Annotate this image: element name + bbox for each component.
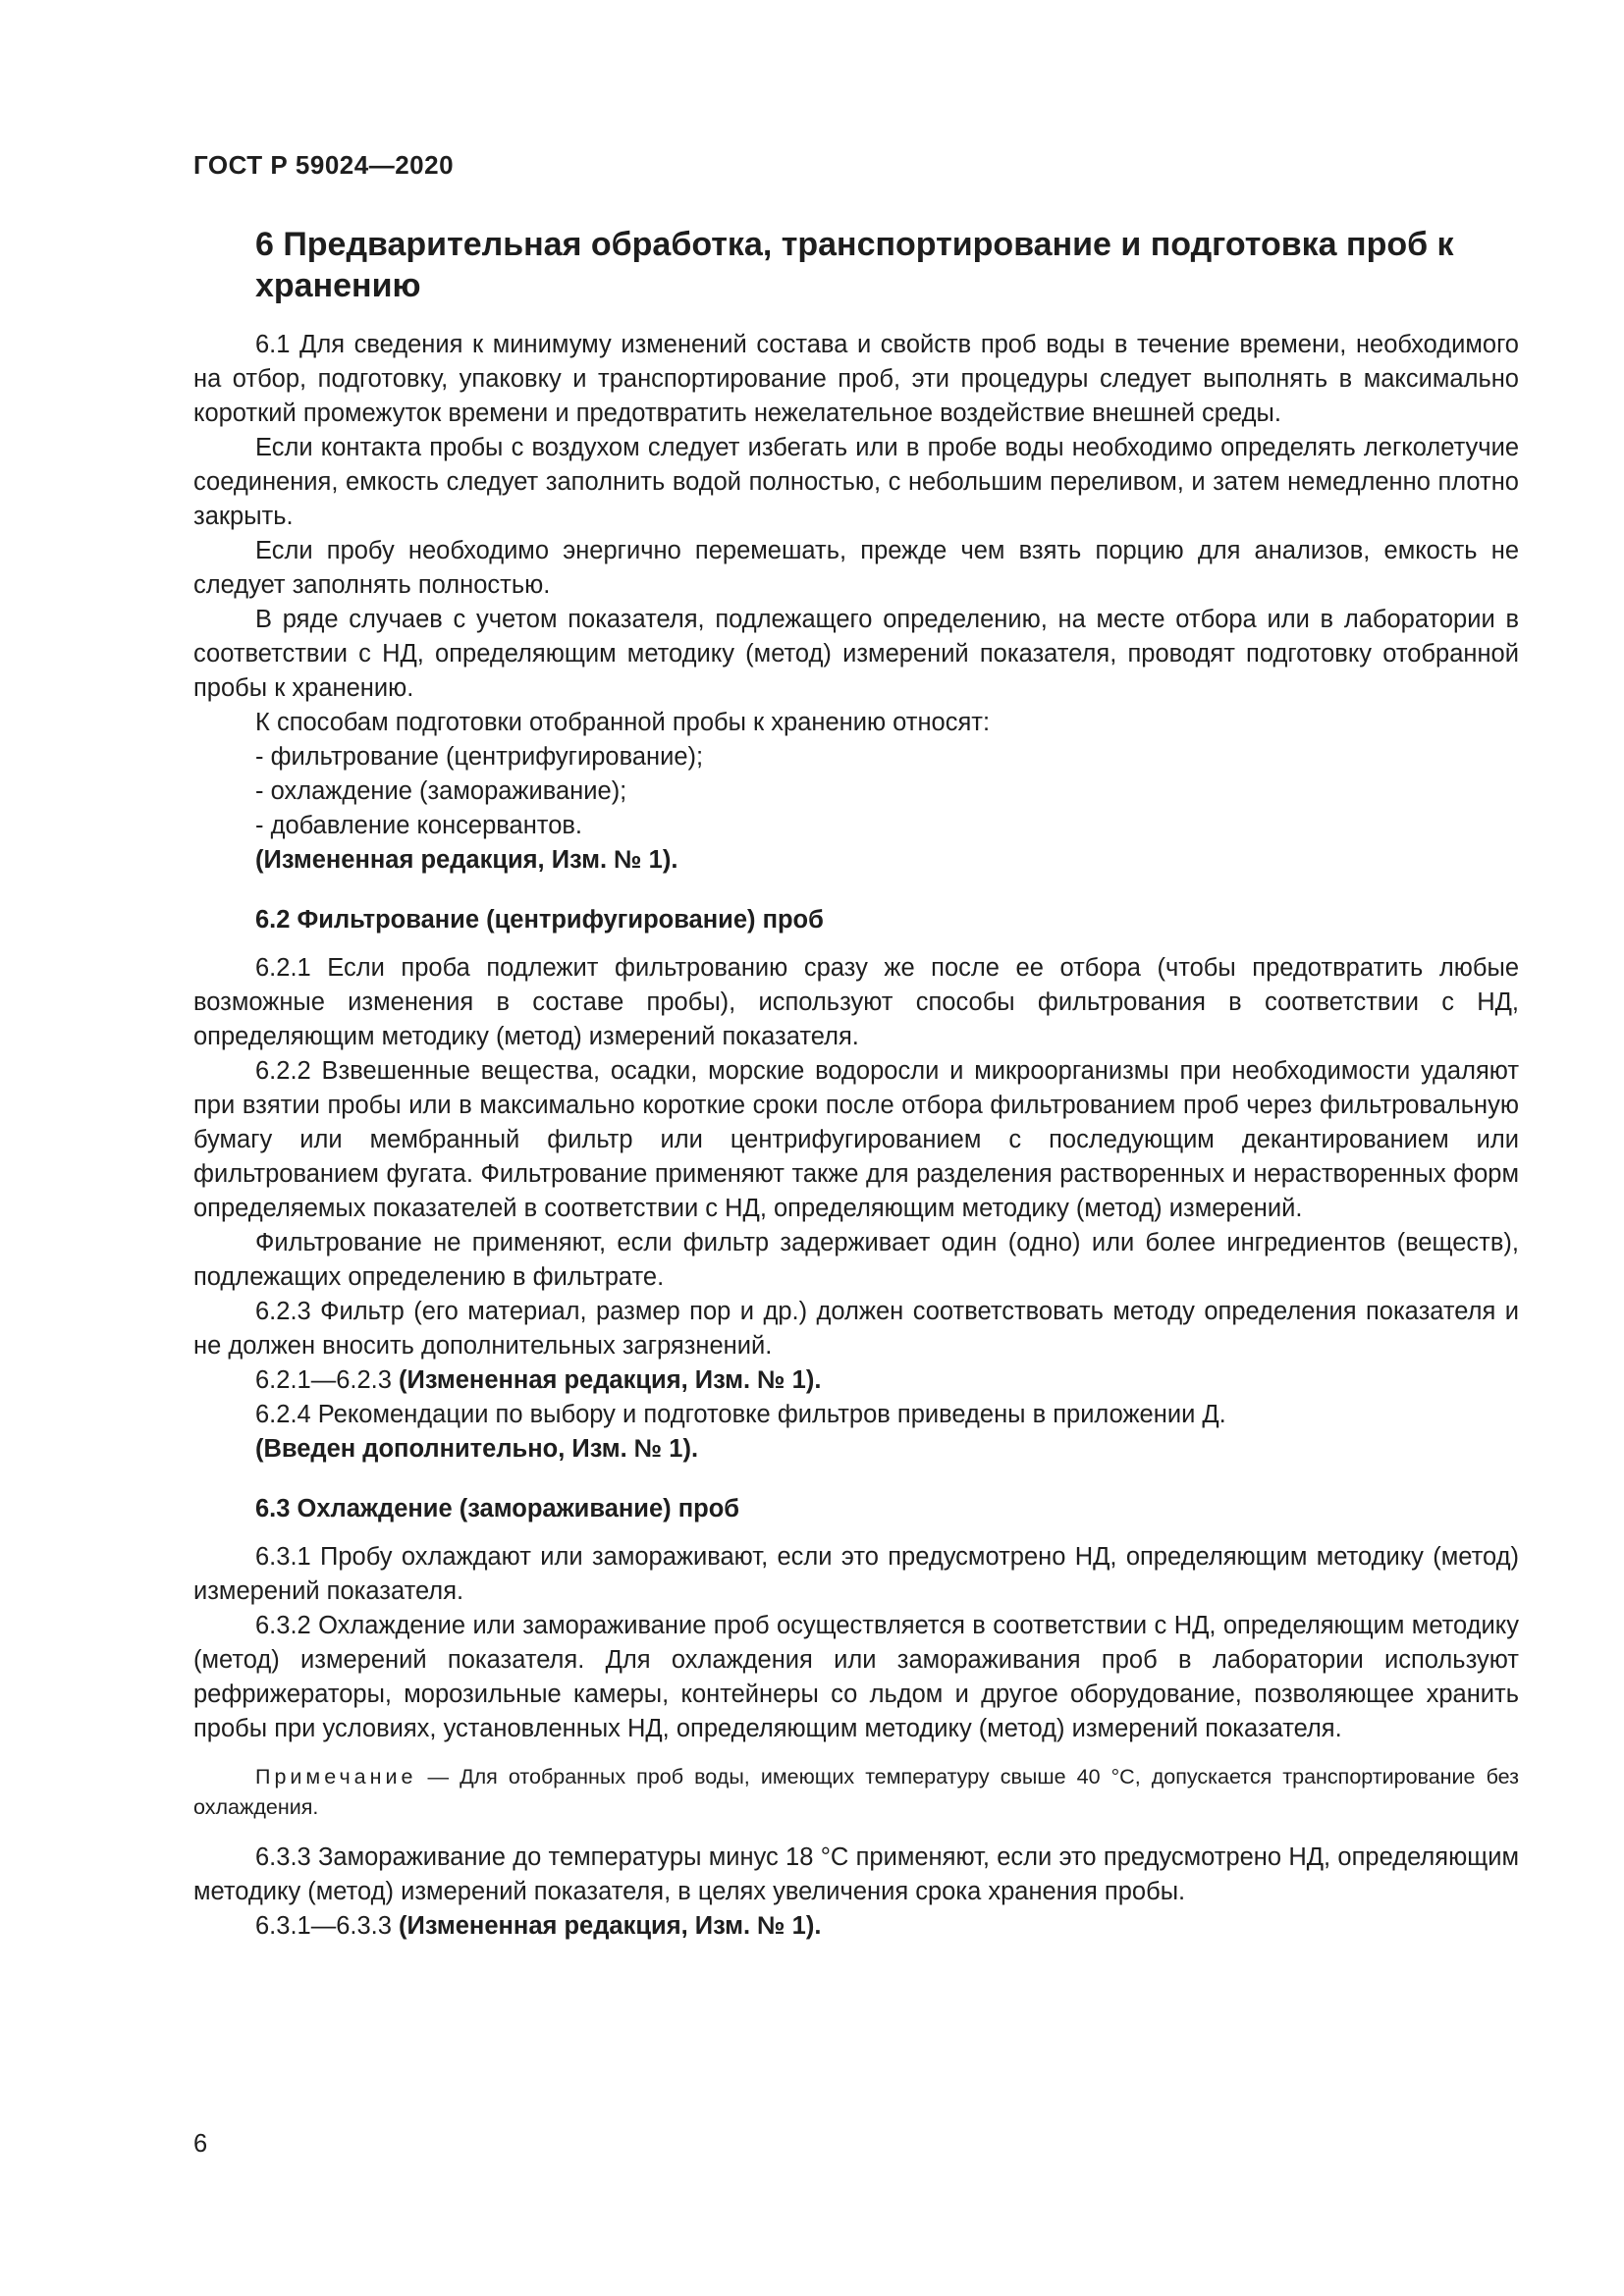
paragraph-6-2-3: 6.2.3 Фильтр (его материал, размер пор и др.) должен соответствовать методу определения показателя и не должен вносить дополнительных загрязнений. bbox=[193, 1298, 1519, 1360]
section-6-2-heading: 6.2 Фильтрование (центрифугирование) проб bbox=[255, 906, 824, 934]
amendment-note-6-3 bbox=[193, 1909, 1519, 1944]
note-label: Примечание bbox=[255, 1765, 417, 1789]
section-6-heading: 6 Предварительная обработка, транспортирование и подготовка проб к хранению bbox=[255, 226, 1454, 304]
amendment-text: (Измененная редакция, Изм. № 1). bbox=[255, 846, 678, 874]
section-6-3-heading: 6.3 Охлаждение (замораживание) проб bbox=[255, 1495, 740, 1522]
paragraph-6-2-2: 6.2.2 Взвешенные вещества, осадки, морские водоросли и микроорганизмы при необходимости удаляют при взятии пробы или в максимально короткие сроки после отбора фильтрованием проб через фильтровальную бумагу или мембранный фильтр или центрифугированием с последующим декантированием или фильтрованием фугата. Фильтрование применяют также для разделения растворенных и нерастворенных форм определяемых показателей в соответствии с НД, определяющим методику (метод) измерений. bbox=[193, 1057, 1519, 1222]
list-item: - охлаждение (замораживание); bbox=[255, 777, 627, 805]
paragraph-6-1-methods: К способам подготовки отобранной пробы к хранению относят: bbox=[255, 709, 991, 736]
note-text: — Для отобранных проб воды, имеющих температуру свыше 40 °С, допускается транспортирование без охлаждения. bbox=[193, 1765, 1519, 1819]
paragraph-6-2-4: 6.2.4 Рекомендации по выбору и подготовке фильтров приведены в приложении Д. bbox=[255, 1401, 1226, 1428]
page-number: 6 bbox=[193, 2130, 208, 2158]
amendment-text: (Введен дополнительно, Изм. № 1). bbox=[255, 1435, 699, 1463]
paragraph-6-3-3: 6.3.3 Замораживание до температуры минус 18 °С применяют, если это предусмотрено НД, определяющим методику (метод) измерений показателя, в целях увеличения срока хранения пробы. bbox=[193, 1843, 1519, 1905]
paragraph-6-1-mixing: Если пробу необходимо энергично перемешать, прежде чем взять порцию для анализов, емкость не следует заполнять полностью. bbox=[193, 537, 1519, 599]
paragraph-6-1-air: Если контакта пробы с воздухом следует избегать или в пробе воды необходимо определять легколетучие соединения, емкость следует заполнить водой полностью, с небольшим переливом, и затем немедленно плотно закрыть. bbox=[193, 434, 1519, 530]
paragraph-6-1-preparation: В ряде случаев с учетом показателя, подлежащего определению, на месте отбора или в лаборатории в соответствии с НД, определяющим методику (метод) измерений показателя, проводят подготовку отобранной пробы к хранению. bbox=[193, 606, 1519, 702]
paragraph-6-3-2: 6.3.2 Охлаждение или замораживание проб осуществляется в соответствии с НД, определяющим методику (метод) измерений показателя. Для охлаждения или замораживания проб в лаборатории используют рефрижераторы, морозильные камеры, контейнеры со льдом и другое оборудование, позволяющее хранить пробы при условиях, установленных НД, определяющим методику (метод) измерений показателя. bbox=[193, 1612, 1519, 1742]
paragraph-6-2-2-filter: Фильтрование не применяют, если фильтр задерживает один (одно) или более ингредиентов (веществ), подлежащих определению в фильтрате. bbox=[193, 1229, 1519, 1291]
amendment-note-6-2 bbox=[193, 1363, 1519, 1398]
note bbox=[193, 1762, 1519, 1823]
list-item: - добавление консервантов. bbox=[255, 812, 583, 839]
amendment-ref: 6.3.1—6.3.3 bbox=[255, 1912, 392, 1940]
paragraph-6-3-1: 6.3.1 Пробу охлаждают или замораживают, если это предусмотрено НД, определяющим методику (метод) измерений показателя. bbox=[193, 1543, 1519, 1605]
paragraph-6-1: 6.1 Для сведения к минимуму изменений состава и свойств проб воды в течение времени, необходимого на отбор, подготовку, упаковку и транспортирование проб, эти процедуры следует выполнять в максимально короткий промежуток времени и предотвратить нежелательное воздействие внешней среды. bbox=[193, 331, 1519, 427]
document-id: ГОСТ Р 59024—2020 bbox=[193, 150, 455, 180]
amendment-text: (Измененная редакция, Изм. № 1). bbox=[399, 1912, 822, 1940]
amendment-text: (Измененная редакция, Изм. № 1). bbox=[399, 1366, 822, 1394]
paragraph-6-2-1: 6.2.1 Если проба подлежит фильтрованию сразу же после ее отбора (чтобы предотвратить любые возможные изменения в составе пробы), используют способы фильтрования в соответствии с НД, определяющим методику (метод) измерений показателя. bbox=[193, 954, 1519, 1050]
list-item: - фильтрование (центрифугирование); bbox=[255, 743, 704, 771]
amendment-ref: 6.2.1—6.2.3 bbox=[255, 1366, 392, 1394]
amendment-note-6-2-4 bbox=[193, 1432, 1519, 1467]
amendment-note-6-1 bbox=[193, 843, 1519, 878]
page-body bbox=[193, 224, 1519, 1944]
